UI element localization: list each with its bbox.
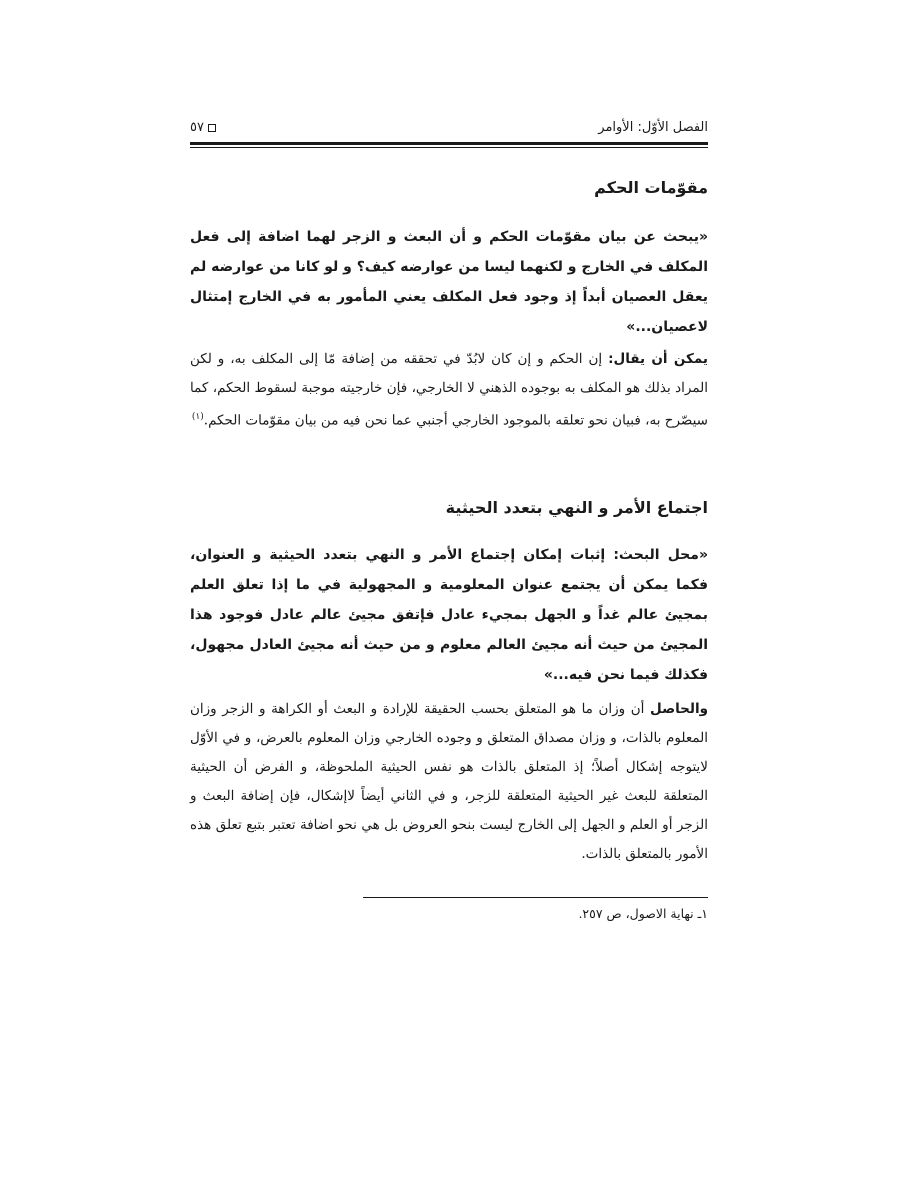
paragraph-2-text: أن وزان ما هو المتعلق بحسب الحقيقة للإرادة و البعث أو الكراهة و الزجر وزان المعلوم بالذات، و وزان مصداق المتعلق و وجوده الخارجي وزان المعلوم بالعرض، و في الأوّل لايتوجه إشكال أصلاً؛ إذ المتعلق بالذات هو نفس الحيثية الملحوظة، و الفرض أن الحيثية المتعلقة للبعث غير الحيثية المتعلقة للزجر، و في الثاني أيضاً لاإشكال، فإن إضافة البعث و الزجر أو العلم و الجهل إلى الخارج ليست بنحو العروض بل هي نحو اضافة تعتبر بتبع تعلق هذه الأمور بالمتعلق بالذات. [190,701,708,862]
paragraph-1 [190,345,708,436]
quote-block-1 [190,222,708,342]
footnote-rule [363,897,708,898]
quote-text-2: «محل البحث: إثبات إمكان إجتماع الأمر و النهي بتعدد الحيثية و العنوان، فكما يمكن أن يجتمع عنوان المعلومية و المجهولية في ما إذا تعلق العلم بمجيئ عالم غداً و الجهل بمجيء عادل فإتفق مجيئ عالم عادل فوجود هذا المجيئ من حيث أنه مجيئ العالم معلوم و من حيث أنه مجيئ العادل مجهول، فكذلك فيما نحن فيه...» [190,547,708,683]
quote-block-2 [190,540,708,690]
paragraph-2-lead: والحاصل [650,701,708,717]
running-head [190,118,708,140]
page-number-block [190,120,216,135]
page-number: ٥٧ [190,120,204,135]
chapter-title: الفصل الأوّل: الأوامر [598,120,708,135]
header-rule-thick [190,142,708,145]
paragraph-2 [190,695,708,869]
section-heading-2: اجتماع الأمر و النهي بتعدد الحيثية [445,498,708,517]
paragraph-1-text: إن الحكم و إن كان لابُدّ في تحققه من إضافة مّا إلى المكلف به، و لكن المراد بذلك هو المكلف به بوجوده الذهني لا الخارجي، فإن خارجيته موجبة لسقوط الحكم، كما سيصّرح به، فبيان نحو تعلقه بالموجود الخارجي أجنبي عما نحن فيه من بيان مقوّمات الحكم. [190,351,708,429]
square-bullet-icon [208,124,216,132]
quote-text-1: «يبحث عن بيان مقوّمات الحكم و أن البعث و الزجر لهما اضافة إلى فعل المكلف في الخارج و لكنهما ليسا من عوارضه كيف؟ و لو كانا من عوارضه لم يعقل العصيان أبداً إذ وجود فعل المكلف يعني المأمور به في الخارج إمتثال لاعصيان...» [190,229,708,335]
section-heading-1: مقوّمات الحكم [594,178,708,197]
footnote-marker: (١) [191,412,204,422]
paragraph-1-lead: يمكن أن يقال: [608,351,708,367]
header-rule-thin [190,147,708,148]
footnote: ١ـ نهاية الاصول، ص ٢٥٧. [578,906,708,921]
